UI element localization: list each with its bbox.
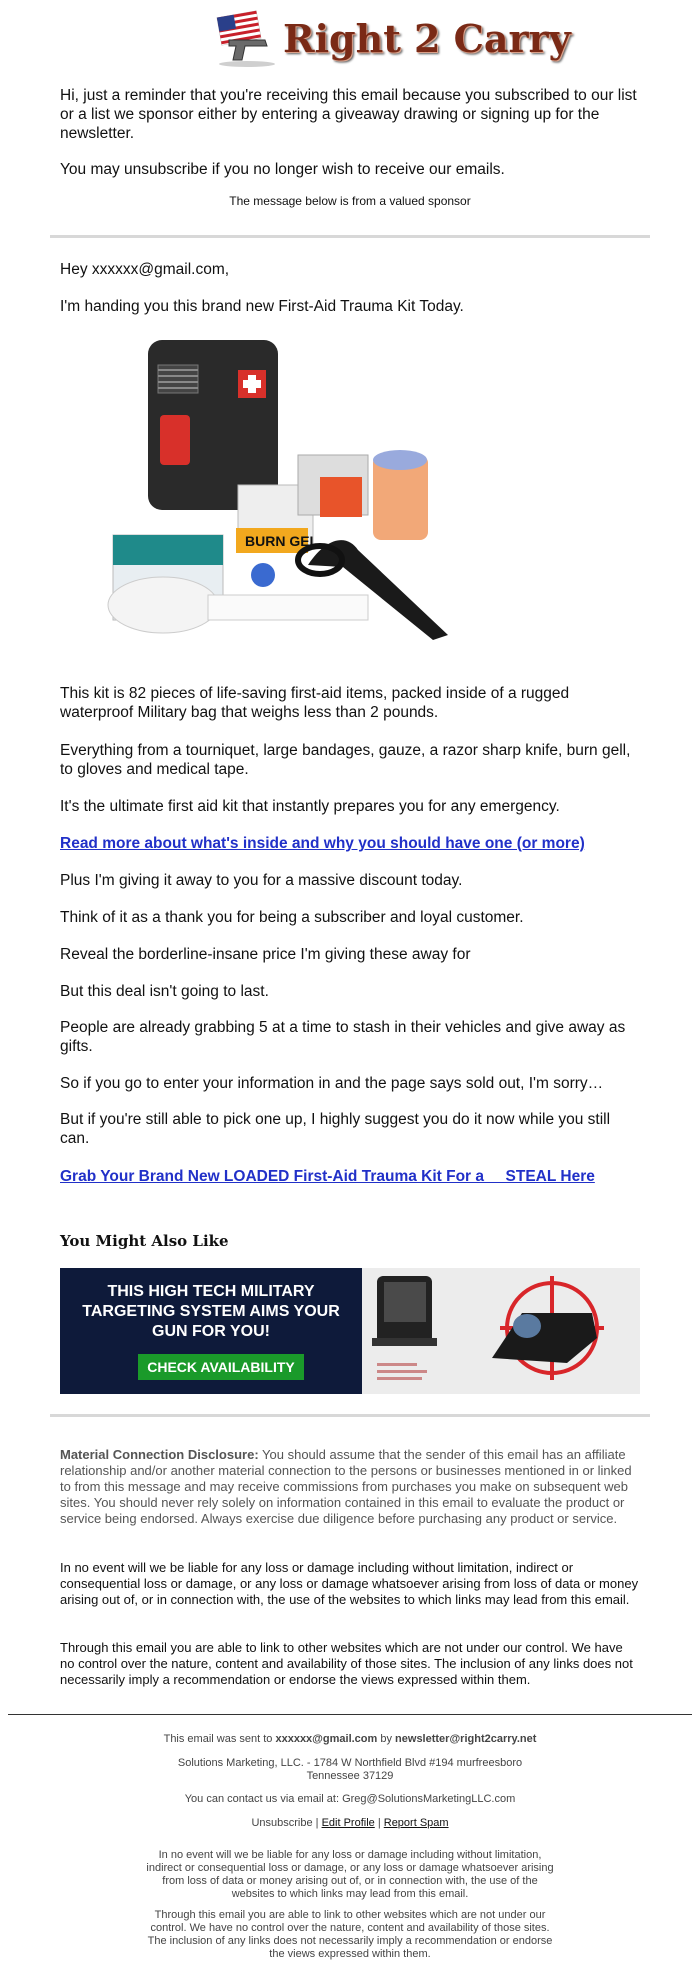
kit-ultimate: It's the ultimate first aid kit that instantly prepares you for any emergency. [60,798,560,815]
report-spam-link[interactable]: Report Spam [383,1817,449,1829]
unsubscribe-note: You may unsubscribe if you no longer wish to receive our emails. [60,161,505,178]
ad-title: THIS HIGH TECH MILITARY TARGETING SYSTEM AIMS YOUR GUN FOR YOU! [82,1283,340,1340]
handing-text: I'm handing you this brand new First-Aid Trauma Kit Today. [60,298,464,315]
control-text: Through this email you are able to link to other websites which are not under our control. We have no control over the nature, content and availability of those sites. The inclusion of any links does not necessarily imply a recommendation or endorse the views expressed within them. [60,1640,633,1687]
you-might-also-like-heading: You Might Also Like [60,1232,229,1250]
sponsor-note: The message below is from a valued sponsor [229,194,471,208]
sent-to-line: This email was sent to xxxxxx@gmail.com by newsletter@right2carry.net [163,1733,537,1745]
burn-gel-label: BURN GEL [245,533,319,549]
right2carry-logo[interactable] [215,10,571,68]
kit-contents: Everything from a tourniquet, large bandages, gauze, a razor sharp knife, burn gell, to gloves and medical tape. [60,742,631,778]
footer-divider [8,1714,692,1715]
thank-you-text: Think of it as a thank you for being a subscriber and loyal customer. [60,909,524,926]
reminder-text: Hi, just a reminder that you're receiving this email because you subscribed to our list or a list we sponsor either by entering a giveaway drawing or signing up for the newsletter. [60,87,637,142]
footer-control: Through this email you are able to link to other websites which are not under our control. We have no control over the nature, content and availability of those sites. The inclusion of any links does not necessarily imply a recommendation or endorse the views expressed within them. [147,1909,553,1960]
deal-warning: But this deal isn't going to last. [60,983,269,1000]
divider [50,1414,650,1417]
red-dot-sight-icon [362,1268,640,1394]
footer-liability: In no event will we be liable for any loss or damage including without limitation, indirect or consequential loss or damage, or any loss or damage whatsoever arising from loss of data or money arising out of, or in connection with, the use of the websites to which links may lead from this email. [146,1849,554,1900]
liability-text: In no event will we be liable for any loss or damage including without limitation, indirect or consequential loss or damage, or any loss or damage whatsoever arising from loss of data or money arising out of, or in connection with, the use of the websites to which links may lead from this email. [60,1560,639,1607]
logo-text: Right 2 Carry [283,16,571,61]
grab-kit-link[interactable]: Grab Your Brand New LOADED First-Aid Trauma Kit For a STEAL Here [60,1168,595,1185]
ad-left-panel [60,1268,362,1394]
grabbing-text: People are already grabbing 5 at a time to stash in their vehicles and give away as gifts. [60,1019,626,1055]
greeting: Hey xxxxxx@gmail.com, [60,261,230,278]
pick-one-up-text: But if you're still able to pick one up, I highly suggest you do it now while you still can. [60,1111,611,1147]
targeting-system-ad[interactable] [60,1268,640,1394]
sender-email: newsletter@right2carry.net [395,1733,537,1745]
edit-profile-link[interactable]: Edit Profile [321,1817,375,1829]
flag-gun-icon [215,10,279,68]
ad-right-panel [362,1268,640,1394]
reveal-price-text: Reveal the borderline-insane price I'm giving these away for [60,946,471,963]
read-more-link[interactable]: Read more about what's inside and why you should have one (or more) [60,835,585,852]
material-disclosure [60,1447,640,1527]
trauma-kit-image[interactable] [88,335,468,650]
sold-out-text: So if you go to enter your information in and the page says sold out, I'm sorry… [60,1075,604,1092]
recipient-email: xxxxxx@gmail.com [275,1733,378,1745]
footer-links: Unsubscribe | Edit Profile | Report Spam [251,1817,449,1829]
check-availability-button[interactable]: CHECK AVAILABILITY [138,1354,304,1380]
disclosure-text: You should assume that the sender of this email has an affiliate relationship and/or another material connection to the persons or businesses mentioned in or linked to from this message and may receive commissions from purchases you make on subsequent web sites. You should never rely solely on information contained in this email to evaluate the product or service being endorsed. Always exercise due diligence before purchasing any product or service. [60,1447,632,1526]
disclosure-label: Material Connection Disclosure: [60,1447,259,1462]
unsubscribe-link[interactable]: Unsubscribe [251,1817,313,1829]
discount-text: Plus I'm giving it away to you for a massive discount today. [60,872,463,889]
mailing-address: Solutions Marketing, LLC. - 1784 W Northfield Blvd #194 murfreesboro Tennessee 37129 [177,1757,523,1782]
contact-line: You can contact us via email at: Greg@SolutionsMarketingLLC.com [184,1793,516,1805]
kit-description: This kit is 82 pieces of life-saving first-aid items, packed inside of a rugged waterproof Military bag that weighs less than 2 pounds. [60,685,570,721]
divider [50,235,650,238]
